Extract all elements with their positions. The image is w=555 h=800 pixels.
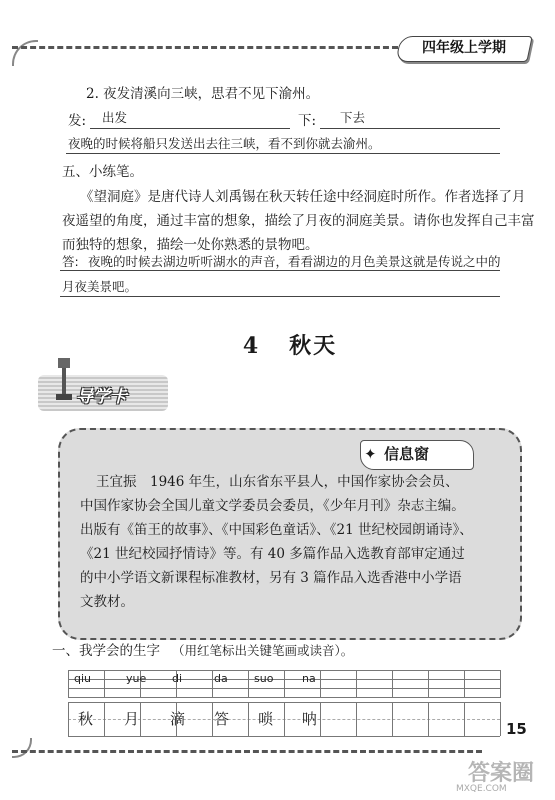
pinyin-6: na bbox=[302, 672, 316, 685]
info-line-1: 王宜振 1946 年生，山东省东平县人，中国作家协会会员、 bbox=[96, 474, 459, 490]
header-corner-curl bbox=[12, 40, 38, 66]
guide-label: 导学卡 bbox=[76, 387, 127, 407]
section1-note: （用红笔标出关键笔画或读音）。 bbox=[172, 643, 354, 658]
pinyin-4: da bbox=[214, 672, 228, 685]
lamp-icon bbox=[52, 354, 76, 406]
poem-translation: 夜晚的时候将船只发送出去往三峡，看不到你就去渝州。 bbox=[68, 136, 381, 151]
info-line-4: 《21 世纪校园抒情诗》等。有 40 多篇作品入选教育部审定通过 bbox=[80, 546, 465, 562]
character-grid bbox=[68, 702, 500, 736]
grade-label: 四年级上学期 bbox=[422, 40, 506, 56]
answer-rule-2 bbox=[60, 296, 500, 297]
pinyin-3: di bbox=[172, 672, 183, 685]
section1-title: 一、我学会的生字 bbox=[52, 643, 160, 659]
pinyin-5: suo bbox=[254, 672, 274, 685]
translation-line bbox=[66, 153, 500, 154]
character-6: 呐 bbox=[302, 710, 318, 728]
answer-line-2: 月夜美景吧。 bbox=[62, 279, 138, 294]
character-1: 秋 bbox=[78, 710, 94, 728]
character-4: 答 bbox=[214, 710, 230, 728]
section5-prompt-line-2: 夜遥望的角度，通过丰富的想象，描绘了月夜的洞庭美景。请你也发挥自己丰富 bbox=[62, 213, 535, 229]
section5-prompt-line-1: 《望洞庭》是唐代诗人刘禹锡在秋天转任途中经洞庭时所作。作者选择了月 bbox=[80, 189, 526, 205]
answer-rule-1 bbox=[60, 270, 500, 271]
star-icon: ✦ bbox=[364, 445, 377, 463]
section5-prompt-line-3: 而独特的想象，描绘一处你熟悉的景物吧。 bbox=[62, 237, 319, 253]
info-title: 信息窗 bbox=[384, 445, 430, 463]
pinyin-2: yue bbox=[126, 672, 147, 685]
chapter-heading bbox=[210, 329, 370, 360]
chapter-title: 秋天 bbox=[289, 333, 338, 359]
xia-label: 下: bbox=[298, 113, 317, 129]
header-dashed-rule bbox=[12, 46, 398, 49]
footer-corner-curl bbox=[12, 738, 32, 758]
xia-answer: 下去 bbox=[340, 110, 366, 125]
fa-answer-line bbox=[90, 128, 290, 129]
character-5: 唢 bbox=[258, 710, 274, 728]
character-2: 月 bbox=[124, 710, 140, 728]
page-number: 15 bbox=[506, 720, 527, 738]
xia-answer-line bbox=[320, 128, 500, 129]
pinyin-grid bbox=[68, 670, 500, 698]
footer-dashed-rule bbox=[12, 750, 482, 753]
watermark-url: MXQE.COM bbox=[456, 784, 507, 794]
watermark-logo: 答案圈 bbox=[468, 761, 535, 786]
info-line-5: 的中小学语文新课程标准教材，另有 3 篇作品入选香港中小学语 bbox=[80, 570, 462, 586]
poem-line: 2. 夜发清溪向三峡，思君不见下渝州。 bbox=[86, 86, 320, 102]
info-line-6: 文教材。 bbox=[80, 594, 134, 610]
fa-label: 发: bbox=[68, 113, 87, 129]
answer-label: 答: bbox=[62, 254, 79, 269]
answer-line-1: 夜晚的时候去湖边听听湖水的声音，看看湖边的月色美景这就是传说之中的 bbox=[88, 254, 501, 269]
info-line-3: 出版有《笛王的故事》、《中国彩色童话》、《21 世纪校园朗诵诗》、 bbox=[80, 522, 473, 538]
pinyin-1: qiu bbox=[74, 672, 92, 685]
info-line-2: 中国作家协会全国儿童文学委员会委员，《少年月刊》杂志主编。 bbox=[80, 498, 465, 514]
character-3: 滴 bbox=[170, 710, 186, 728]
section5-title: 五、小练笔。 bbox=[62, 164, 143, 180]
chapter-number: 4 bbox=[242, 333, 261, 359]
fa-answer: 出发 bbox=[102, 110, 128, 125]
